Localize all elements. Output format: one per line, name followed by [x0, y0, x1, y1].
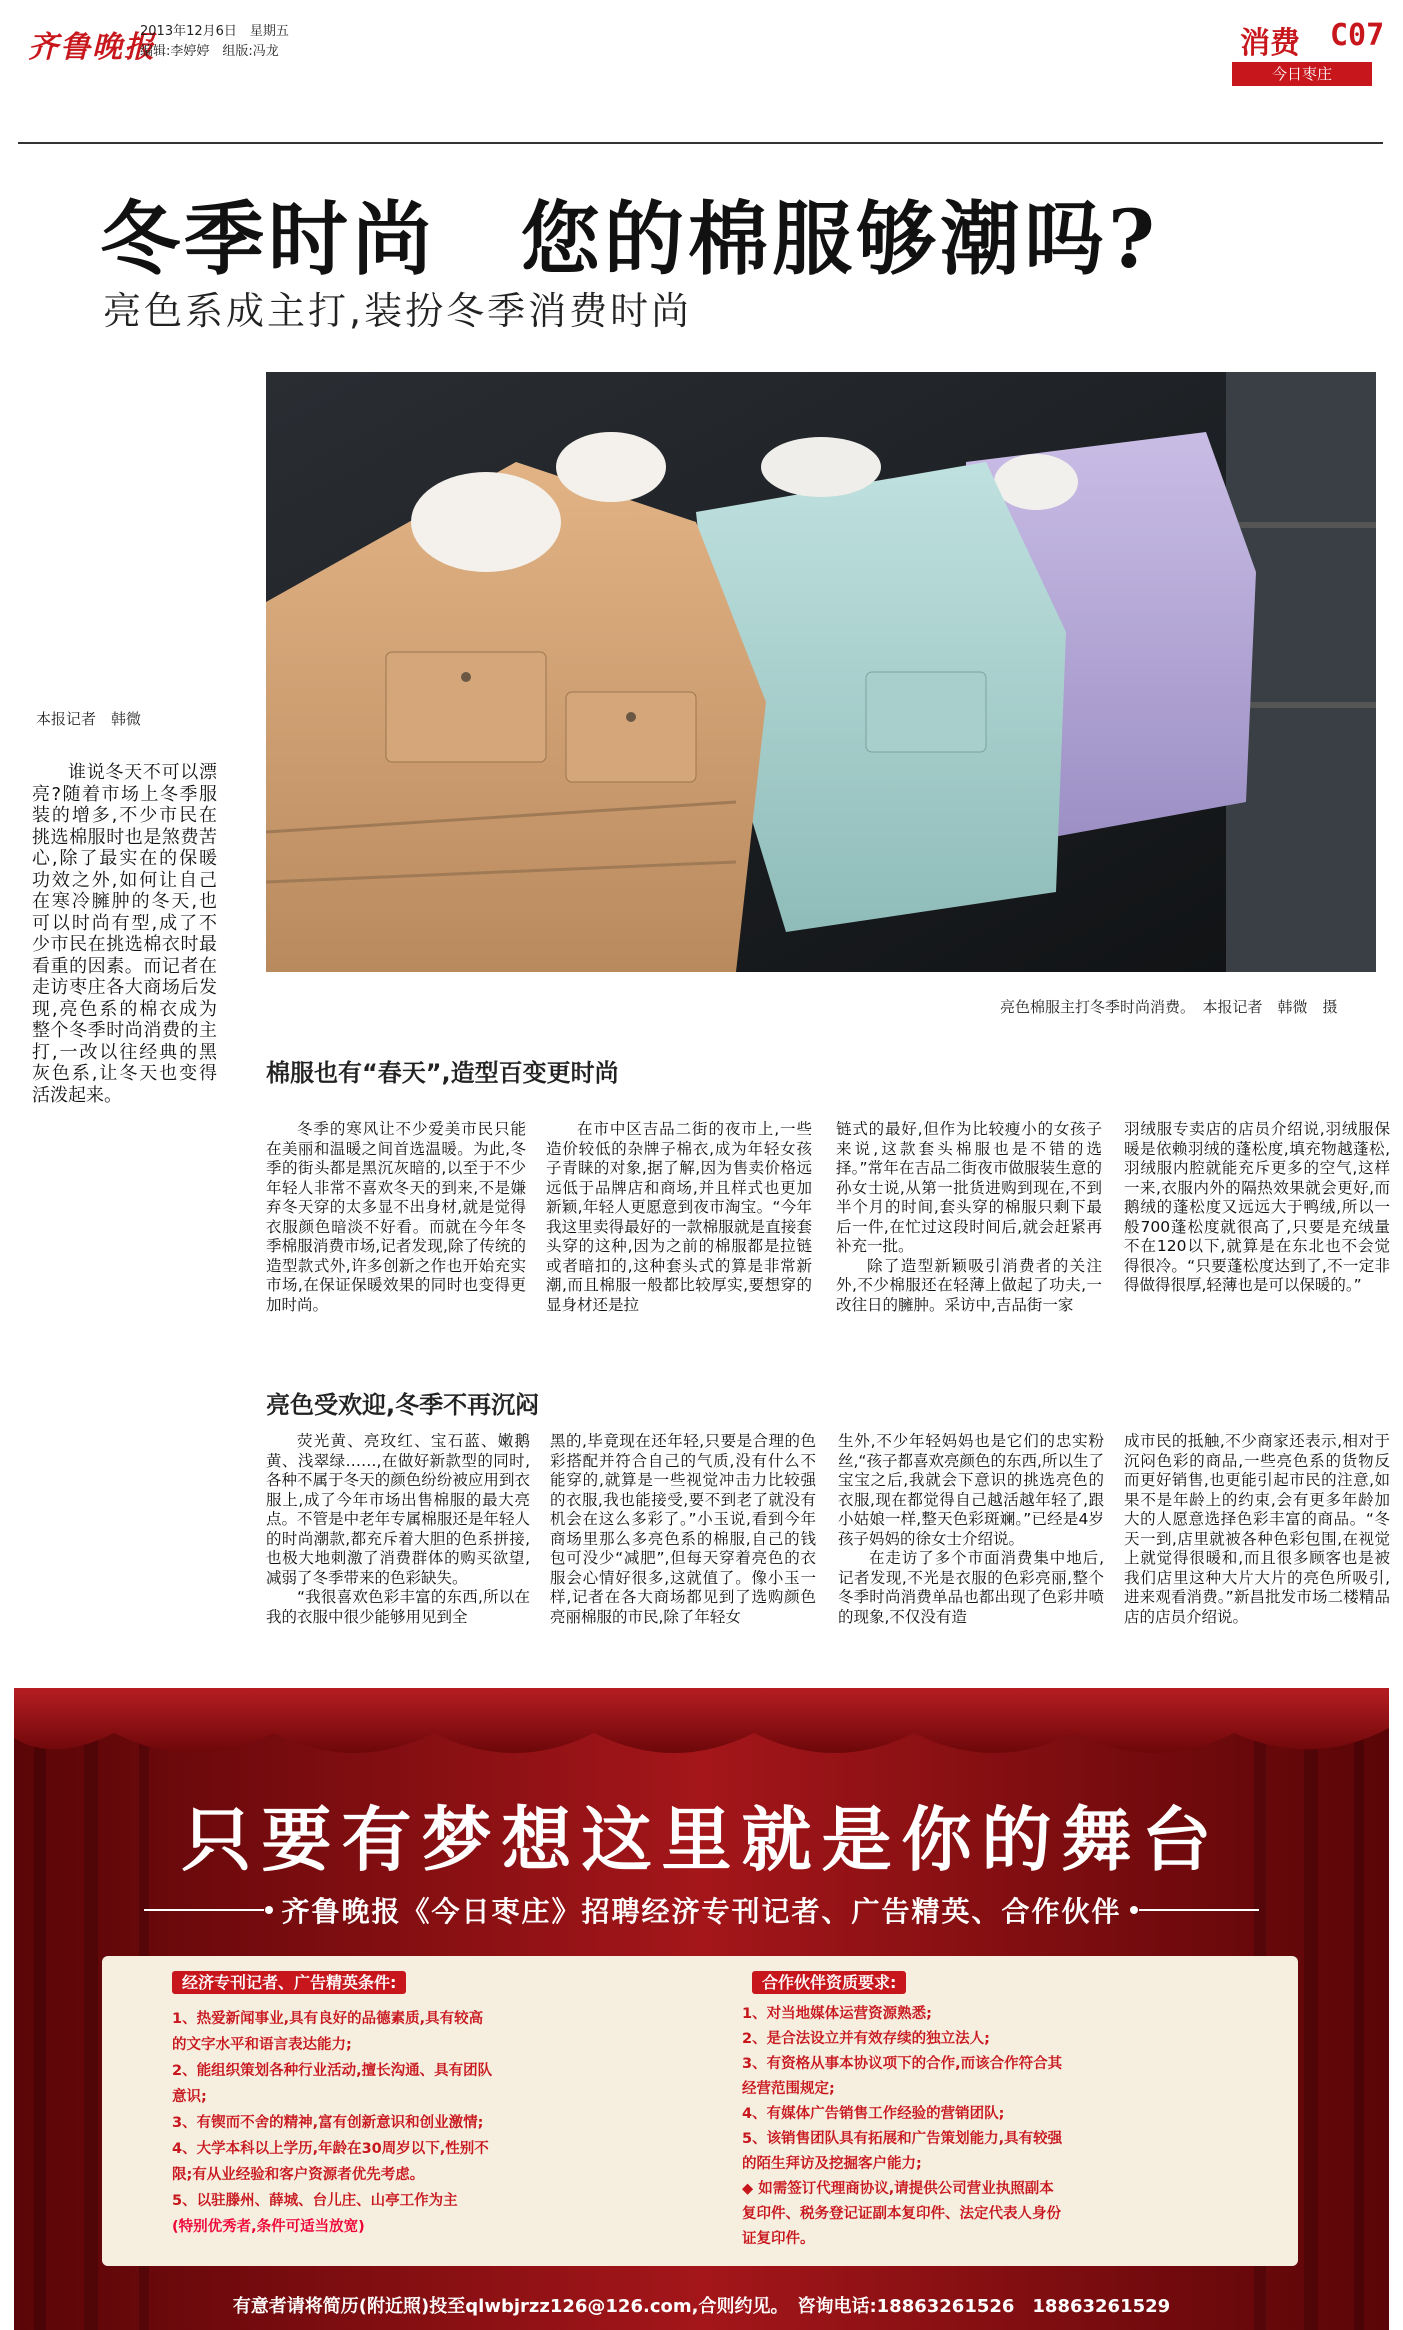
section2-col2: 黑的,毕竟现在还年轻,只要是合理的色彩搭配并符合自己的气质,没有什么不能穿的,就算是一些视觉冲击力比较强的衣服,我也能接受,要不到老了就没有机会在这么多彩了。”小玉说,看到今年商场里那么多亮色系的棉服,自己的钱包可没少“减肥”,但每天穿着亮色的衣服会心情好很多,这就值了。像小玉一样,记者在各大商场都见到了选购颜色亮丽棉服的市民,除了年轻女: [550, 1432, 816, 1626]
ad-left-list: [172, 2006, 652, 2240]
list-item: 4、大学本科以上学历,年龄在30周岁以下,性别不: [172, 2141, 489, 2157]
issue-date: 2013年12月6日 星期五: [140, 24, 289, 39]
ad-left-note: (特别优秀者,条件可适当放宽): [172, 2219, 365, 2235]
section1-col2: 在市中区吉品二街的夜市上,一些造价较低的杂牌子棉衣,成为年轻女孩子青睐的对象,据了解,因为售卖价格远远低于品牌店和商场,并且样式也更加新颖,年轻人更愿意到夜市淘宝。“今年我这里卖得最好的一款棉服就是直接套头穿的这种,因为之前的棉服都是拉链或者暗扣的,这种套头式的算是非常新潮,而且棉服一般都比较厚实,要想穿的显身材还是拉: [546, 1120, 812, 1314]
list-item: 1、热爱新闻事业,具有良好的品德素质,具有较高: [172, 2011, 484, 2027]
section2-col4: 成市民的抵触,不少商家还表示,相对于沉闷色彩的商品,一些亮色系的货物反而更好销售,也更能引起市民的注意,如果不是年龄上的约束,会有更多年龄加大的人愿意选择色彩丰富的商品。“冬天一到,店里就被各种色彩包围,在视觉上就觉得很暖和,而且很多顾客也是被我们店里这种大片大片的亮色所吸引,进来观看消费。”新昌批发市场二楼精品店的店员介绍说。: [1124, 1432, 1390, 1626]
jackets-illustration: [266, 372, 1376, 972]
list-item: ◆ 如需签订代理商协议,请提供公司营业执照副本: [742, 2181, 1054, 2197]
header-divider: [18, 142, 1383, 144]
page-number: C07: [1330, 18, 1385, 53]
section2-col3: 生外,不少年轻妈妈也是它们的忠实粉丝,“孩子都喜欢亮颜色的东西,所以生了宝宝之后,我就会下意识的挑选亮色的衣服,现在都觉得自己越活越年轻了,跟小姑娘一样,整天色彩斑斓。”已经是4岁孩子妈妈的徐女士介绍说。 在走访了多个市面消费集中地后,记者发现,不光是衣服的色彩亮丽,整个冬季时尚消费单品也都出现了色彩井喷的现象,不仅没有造: [838, 1432, 1104, 1626]
ad-requirements-panel: [102, 1956, 1298, 2266]
list-item: 的陌生拜访及挖掘客户能力;: [742, 2156, 922, 2172]
list-item: 2、是合法设立并有效存续的独立法人;: [742, 2031, 990, 2047]
list-item: 限;有从业经验和客户资源者优先考虑。: [172, 2167, 425, 2183]
ad-left-heading: 经济专刊记者、广告精英条件:: [172, 1971, 406, 1994]
list-item: 3、有锲而不舍的精神,富有创新意识和创业激情;: [172, 2115, 484, 2131]
section1-col4: 羽绒服专卖店的店员介绍说,羽绒服保暖是依赖羽绒的蓬松度,填充物越蓬松,羽绒服内腔就能充斥更多的空气,这样一来,衣服内外的隔热效果就会更好,而鹅绒的蓬松度又远远大于鸭绒,所以一般700蓬松度就很高了,只要是充绒量不在120以下,就算是在东北也不会觉得很冷。“只要蓬松度达到了,不一定非得做得很厚,轻薄也是可以保暖的。”: [1124, 1120, 1390, 1294]
section-name: 消费: [1240, 26, 1300, 61]
section2-heading: 亮色受欢迎,冬季不再沉闷: [266, 1391, 540, 1419]
list-item: 1、对当地媒体运营资源熟悉;: [742, 2006, 932, 2022]
section1-heading: 棉服也有“春天”,造型百变更时尚: [266, 1059, 619, 1087]
list-item: 证复印件。: [742, 2231, 815, 2247]
list-item: 经营范围规定;: [742, 2081, 835, 2097]
list-item: 复印件、税务登记证副本复印件、法定代表人身份: [742, 2206, 1061, 2222]
section1-col3: 链式的最好,但作为比较瘦小的女孩子来说,这款套头棉服也是不错的选择。”常年在吉品二街夜市做服装生意的孙女士说,从第一批货进购到现在,不到半个月的时间,套头穿的棉服只剩下最后一件,在忙过这段时间后,就会赶紧再补充一批。 除了造型新颖吸引消费者的关注外,不少棉服还在轻薄上做起了功夫,一改往日的臃肿。采访中,吉品街一家: [836, 1120, 1102, 1314]
headline: 冬季时尚 您的棉服够潮吗?: [100, 192, 1159, 286]
section1-col1: 冬季的寒风让不少爱美市民只能在美丽和温暖之间首选温暖。为此,冬季的街头都是黑沉灰暗的,以至于不少年轻人非常不喜欢冬天的到来,不是嫌弃冬天穿的太多显不出身材,就是觉得衣服颜色暗淡不好看。而就在今年冬季棉服消费市场,记者发现,除了传统的造型款式外,许多创新之作也开始充实市场,在保证保暖效果的同时也变得更加时尚。: [266, 1120, 526, 1314]
ad-left-heading-wrap: [172, 1970, 406, 1993]
subheadline: 亮色系成主打,装扮冬季消费时尚: [103, 289, 693, 333]
ad-contact: 有意者请将简历(附近照)投至qlwbjrzz126@126.com,合则约见。 咨询电话:18863261526 18863261529: [232, 2296, 1171, 2317]
section-subtitle: 今日枣庄: [1232, 62, 1372, 86]
ad-right-heading: 合作伙伴资质要求:: [752, 1971, 906, 1994]
ad-title: 只要有梦想这里就是你的舞台: [181, 1799, 1222, 1881]
ad-right-heading-wrap: [752, 1970, 906, 1993]
section2-col1: 荧光黄、亮玫红、宝石蓝、嫩鹅黄、浅翠绿……,在做好新款型的同时,各种不属于冬天的颜色纷纷被应用到衣服上,成了今年市场出售棉服的最大亮点。不管是中老年专属棉服还是年轻人的时尚潮款,都充斥着大胆的色系拼接,也极大地刺激了消费群体的购买欲望,减弱了冬季带来的色彩缺失。 “我很喜欢色彩丰富的东西,所以在我的衣服中很少能够用见到全: [266, 1432, 530, 1626]
list-item: 4、有媒体广告销售工作经验的营销团队;: [742, 2106, 1005, 2122]
list-item: 5、该销售团队具有拓展和广告策划能力,具有较强: [742, 2131, 1063, 2147]
recruitment-ad: [14, 1688, 1389, 2330]
list-item: 意识;: [172, 2089, 207, 2105]
list-item: 2、能组织策划各种行业活动,擅长沟通、具有团队: [172, 2063, 493, 2079]
list-item: 的文字水平和语言表达能力;: [172, 2037, 352, 2053]
list-item: 5、以驻滕州、薛城、台儿庄、山亭工作为主: [172, 2193, 458, 2209]
masthead-logo: 齐鲁晚报: [28, 30, 156, 65]
ad-subtitle: 齐鲁晚报《今日枣庄》招聘经济专刊记者、广告精英、合作伙伴: [281, 1895, 1122, 1928]
byline: 本报记者 韩微: [36, 710, 142, 728]
editors-credit: 编辑:李婷婷 组版:冯龙: [140, 44, 279, 59]
photo-caption: 亮色棉服主打冬季时尚消费。 本报记者 韩微 摄: [1000, 998, 1338, 1016]
ad-right-list: [742, 2002, 1262, 2252]
lead-paragraph: 谁说冬天不可以漂亮?随着市场上冬季服装的增多,不少市民在挑选棉服时也是煞费苦心,除了最实在的保暖功效之外,如何让自己在寒冷臃肿的冬天,也可以时尚有型,成了不少市民在挑选棉衣时最看重的因素。而记者在走访枣庄各大商场后发现,亮色系的棉衣成为整个冬季时尚消费的主打,一改以往经典的黑灰色系,让冬天也变得活泼起来。: [32, 762, 217, 1106]
list-item: 3、有资格从事本协议项下的合作,而该合作符合其: [742, 2056, 1063, 2072]
article-photo: [266, 372, 1376, 972]
